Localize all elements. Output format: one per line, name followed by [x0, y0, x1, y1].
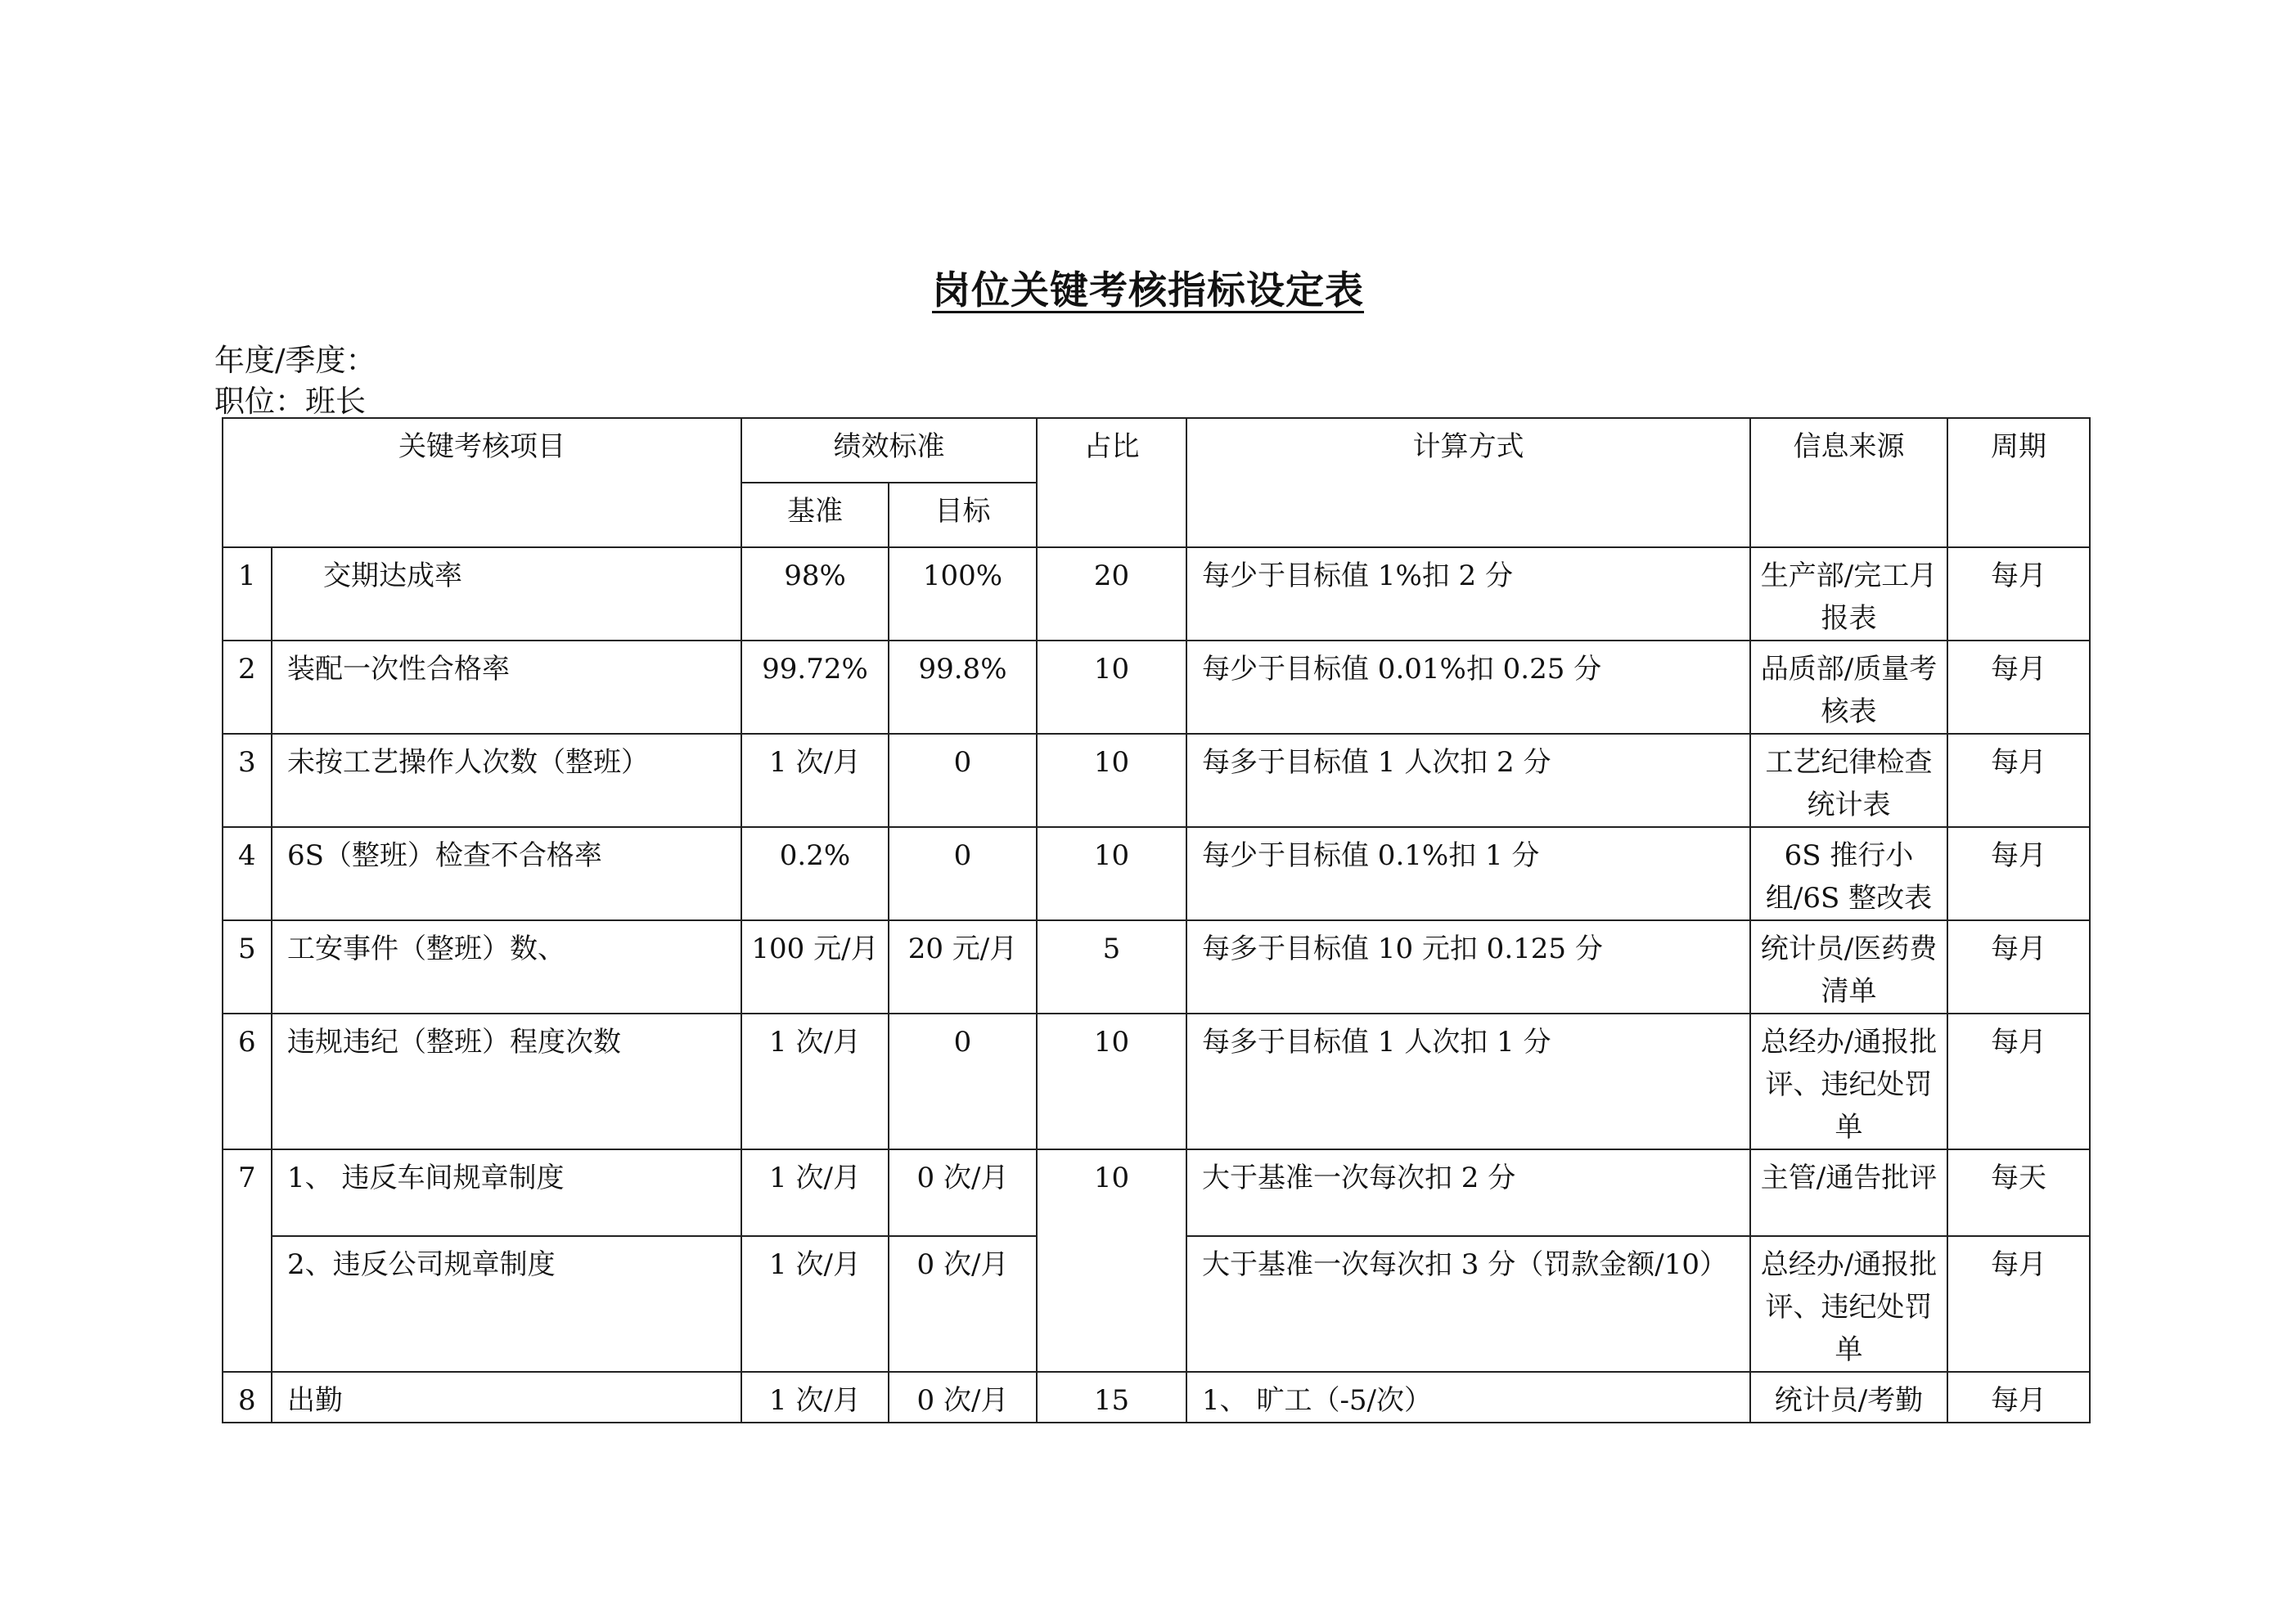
row-baseline: 99.72%	[741, 641, 889, 734]
row-target: 0	[889, 827, 1037, 920]
table-row	[223, 920, 2090, 1014]
page-title: 岗位关键考核指标设定表	[932, 268, 1364, 313]
row-source: 统计员/考勤	[1750, 1372, 1947, 1423]
table-row	[223, 1014, 2090, 1149]
row-item: 未按工艺操作人次数（整班）	[272, 734, 741, 827]
row-item: 6S（整班）检查不合格率	[272, 827, 741, 920]
row-method: 每多于目标值 1 人次扣 1 分	[1186, 1014, 1750, 1149]
row-baseline: 1 次/月	[741, 1149, 889, 1236]
header-target: 目标	[889, 483, 1037, 547]
row-cycle: 每天	[1947, 1149, 2090, 1236]
row-ratio: 20	[1037, 547, 1186, 641]
row-number: 7	[223, 1149, 272, 1372]
row-number: 8	[223, 1372, 272, 1423]
row-baseline: 1 次/月	[741, 1236, 889, 1372]
row-target: 0	[889, 734, 1037, 827]
row-baseline: 1 次/月	[741, 1014, 889, 1149]
row-baseline: 1 次/月	[741, 734, 889, 827]
row-method: 每少于目标值 0.01%扣 0.25 分	[1186, 641, 1750, 734]
row-cycle: 每月	[1947, 1372, 2090, 1423]
row-method: 大于基准一次每次扣 2 分	[1186, 1149, 1750, 1236]
row-target: 0 次/月	[889, 1372, 1037, 1423]
row-number: 6	[223, 1014, 272, 1149]
row-ratio: 15	[1037, 1372, 1186, 1423]
row-baseline: 100 元/月	[741, 920, 889, 1014]
row-target: 99.8%	[889, 641, 1037, 734]
row-item: 1、 违反车间规章制度	[272, 1149, 741, 1236]
year-quarter-label: 年度/季度：	[214, 343, 376, 378]
row-target: 0	[889, 1014, 1037, 1149]
table-row	[223, 1149, 2090, 1236]
row-item: 工安事件（整班）数、	[272, 920, 741, 1014]
row-item: 违规违纪（整班）程度次数	[272, 1014, 741, 1149]
row-cycle: 每月	[1947, 1236, 2090, 1372]
row-source: 生产部/完工月报表	[1750, 547, 1947, 641]
row-cycle: 每月	[1947, 547, 2090, 641]
header-source: 信息来源	[1750, 418, 1947, 547]
position-label: 职位：班长	[214, 384, 366, 419]
table-row	[223, 1372, 2090, 1423]
table-row	[223, 827, 2090, 920]
row-ratio: 5	[1037, 920, 1186, 1014]
row-ratio: 10	[1037, 734, 1186, 827]
row-ratio: 10	[1037, 641, 1186, 734]
row-method: 每少于目标值 0.1%扣 1 分	[1186, 827, 1750, 920]
row-item: 出勤	[272, 1372, 741, 1423]
row-method: 每少于目标值 1%扣 2 分	[1186, 547, 1750, 641]
row-source: 6S 推行小组/6S 整改表	[1750, 827, 1947, 920]
row-target: 100%	[889, 547, 1037, 641]
row-target: 0 次/月	[889, 1236, 1037, 1372]
row-ratio: 10	[1037, 1149, 1186, 1372]
kpi-table	[222, 417, 2091, 1423]
row-source: 品质部/质量考核表	[1750, 641, 1947, 734]
row-number: 4	[223, 827, 272, 920]
row-item: 装配一次性合格率	[272, 641, 741, 734]
row-baseline: 98%	[741, 547, 889, 641]
header-item: 关键考核项目	[223, 418, 741, 547]
row-item: 交期达成率	[272, 547, 741, 641]
header-standard: 绩效标准	[741, 418, 1037, 483]
table-row	[223, 547, 2090, 641]
row-number: 2	[223, 641, 272, 734]
header-ratio: 占比	[1037, 418, 1186, 547]
row-target: 0 次/月	[889, 1149, 1037, 1236]
row-cycle: 每月	[1947, 1014, 2090, 1149]
row-method: 大于基准一次每次扣 3 分（罚款金额/10）	[1186, 1236, 1750, 1372]
row-ratio: 10	[1037, 827, 1186, 920]
row-ratio: 10	[1037, 1014, 1186, 1149]
row-source: 统计员/医药费清单	[1750, 920, 1947, 1014]
row-target: 20 元/月	[889, 920, 1037, 1014]
header-cycle: 周期	[1947, 418, 2090, 547]
row-number: 1	[223, 547, 272, 641]
row-cycle: 每月	[1947, 920, 2090, 1014]
row-source: 工艺纪律检查统计表	[1750, 734, 1947, 827]
row-baseline: 0.2%	[741, 827, 889, 920]
row-cycle: 每月	[1947, 827, 2090, 920]
row-method: 1、 旷工（-5/次）	[1186, 1372, 1750, 1423]
header-baseline: 基准	[741, 483, 889, 547]
row-baseline: 1 次/月	[741, 1372, 889, 1423]
row-number: 5	[223, 920, 272, 1014]
header-method: 计算方式	[1186, 418, 1750, 547]
table-row	[223, 641, 2090, 734]
row-method: 每多于目标值 1 人次扣 2 分	[1186, 734, 1750, 827]
row-source: 总经办/通报批评、违纪处罚单	[1750, 1236, 1947, 1372]
row-cycle: 每月	[1947, 641, 2090, 734]
row-source: 总经办/通报批评、违纪处罚单	[1750, 1014, 1947, 1149]
row-item: 2、违反公司规章制度	[272, 1236, 741, 1372]
row-method: 每多于目标值 10 元扣 0.125 分	[1186, 920, 1750, 1014]
table-row	[223, 734, 2090, 827]
row-cycle: 每月	[1947, 734, 2090, 827]
row-source: 主管/通告批评	[1750, 1149, 1947, 1236]
row-number: 3	[223, 734, 272, 827]
